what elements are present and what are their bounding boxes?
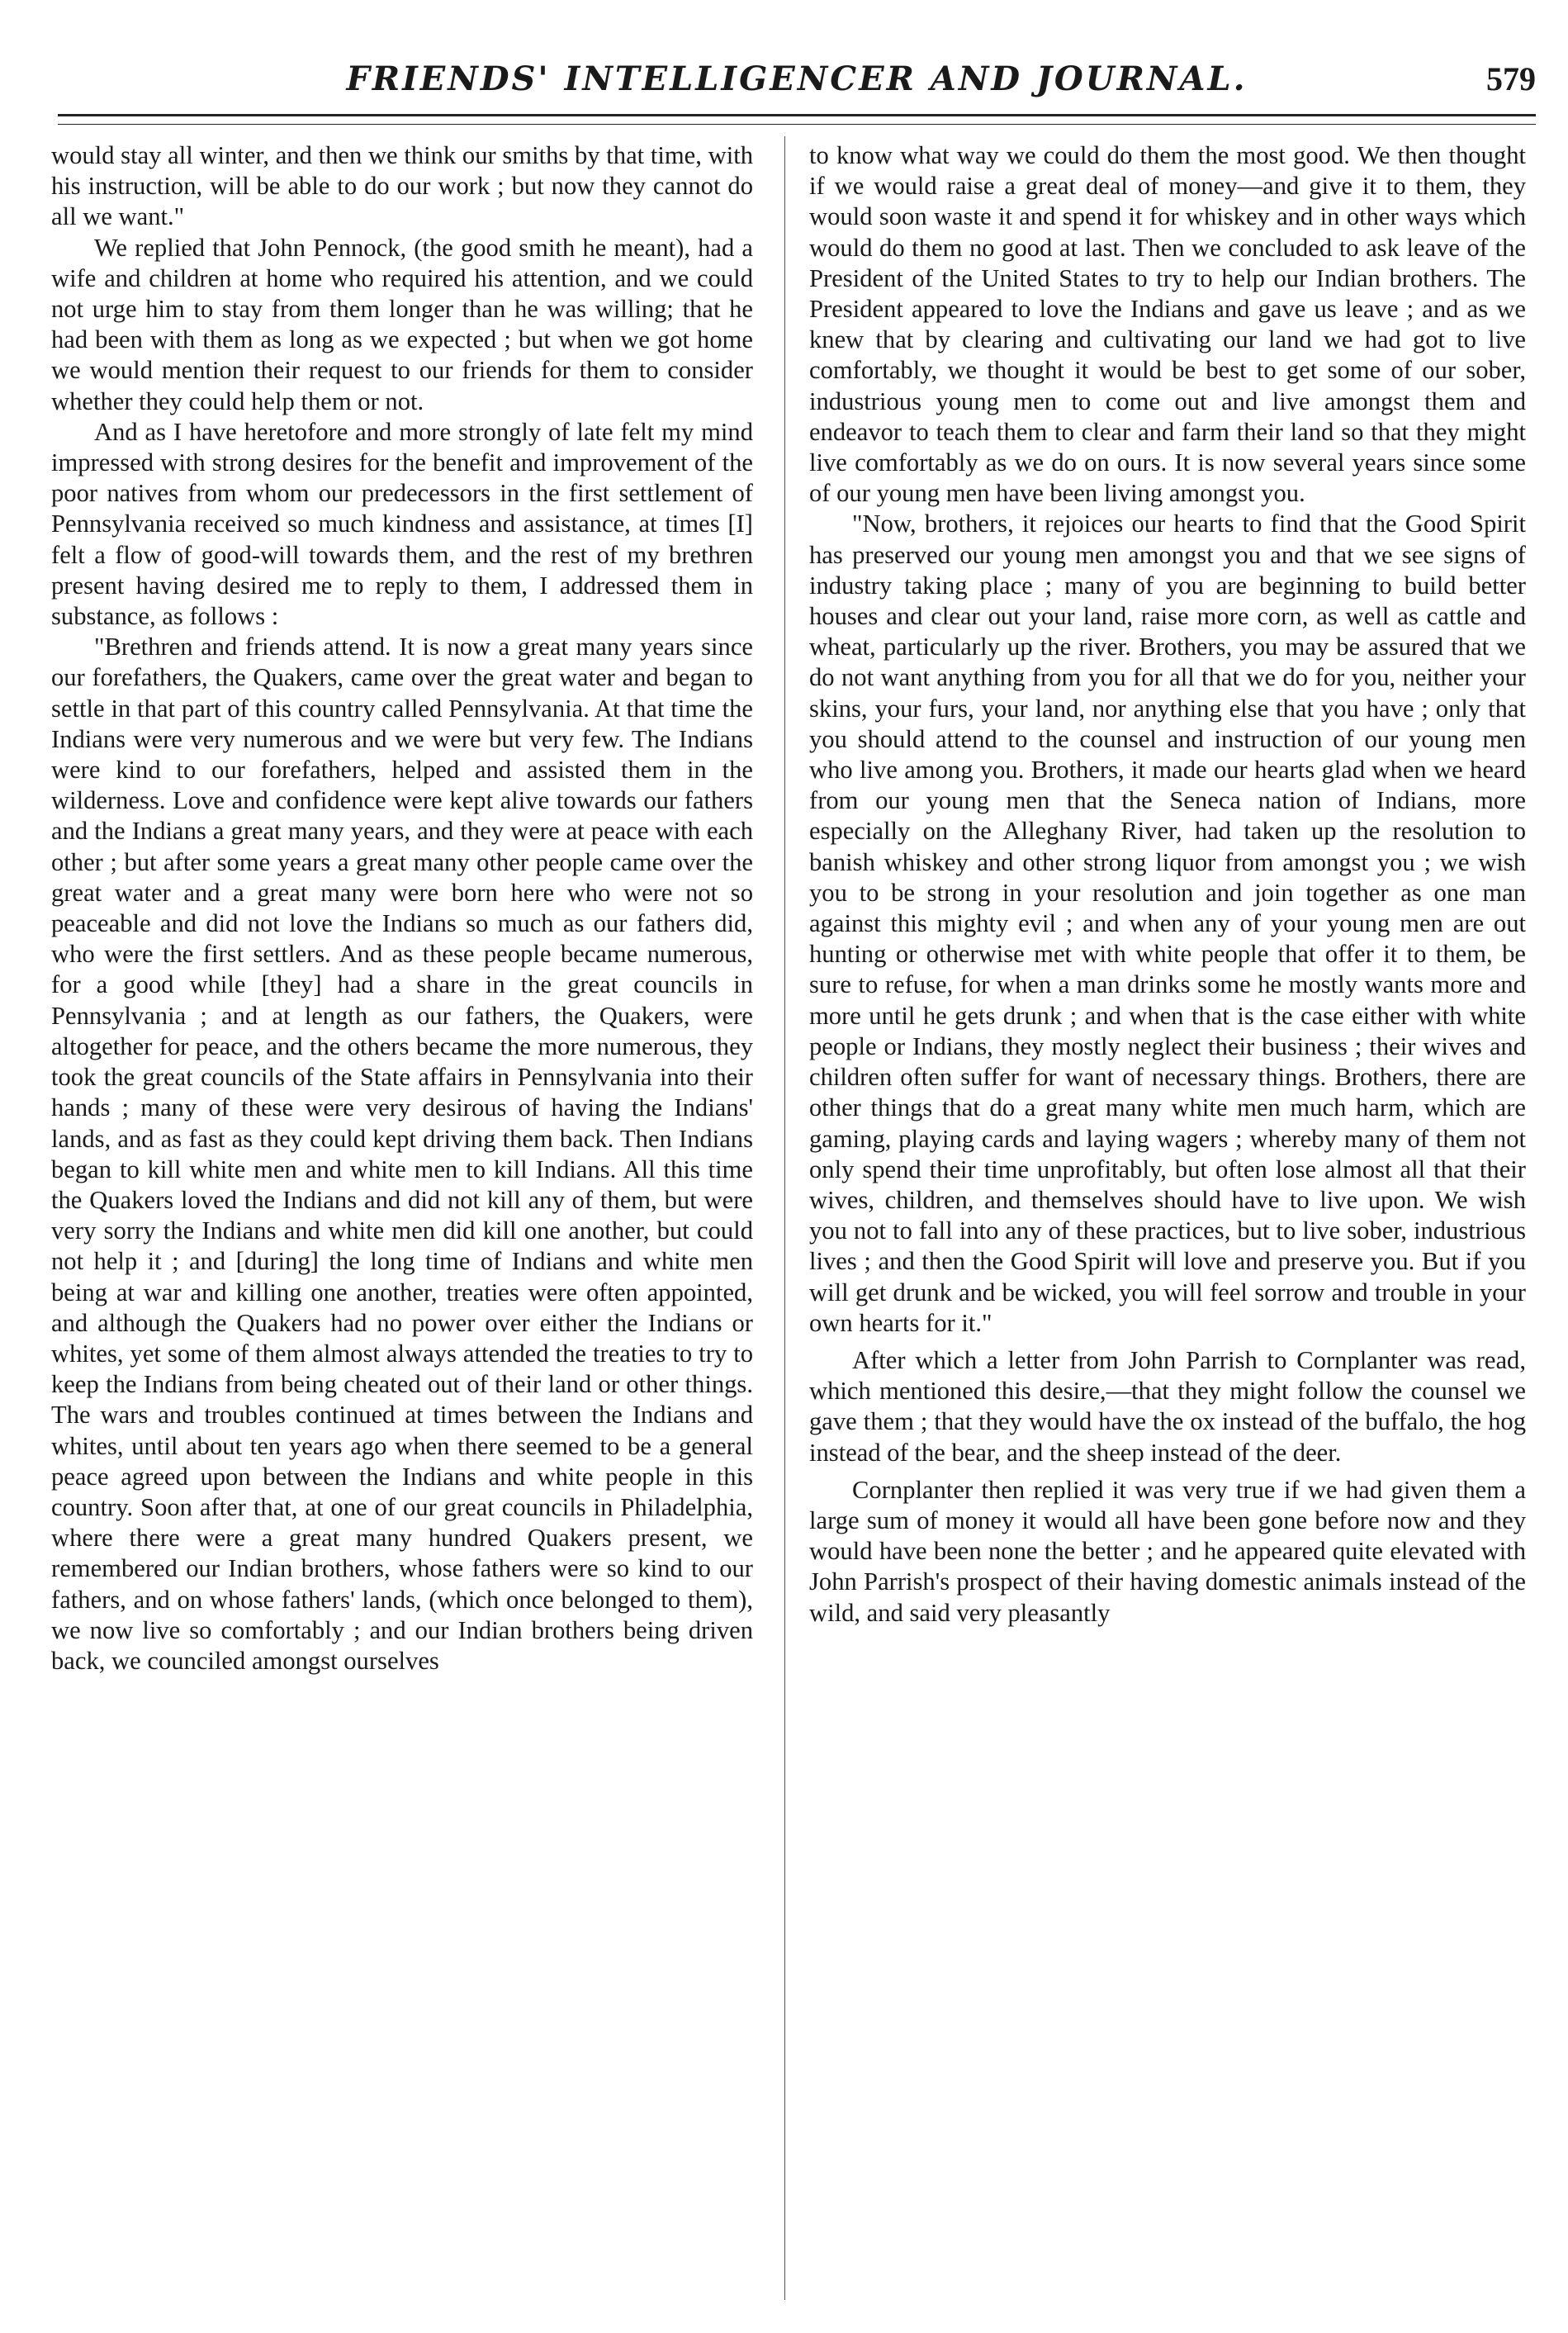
paragraph: would stay all winter, and then we think our smiths by that time, with his instruction, will be able to do our work ; but now they cannot do all we want." xyxy=(51,141,753,231)
journal-title: FRIENDS' INTELLIGENCER AND JOURNAL. xyxy=(346,59,1248,98)
paragraph: We replied that John Pennock, (the good smith he meant), had a wife and children at home who required his attention, and we could not urge him to stay from them longer than he was willing; that he had been with them as long as we expected ; but when we got home we would mention their request to our friends for them to consider whether they could help them or not. xyxy=(51,233,753,415)
header-rule-thick xyxy=(58,114,1536,116)
paragraph: "Now, brothers, it rejoices our hearts to find that the Good Spirit has preserved our young men amongst you and that we see signs of industry taking place ; many of you are beginning to build better houses and clear out your land, raise more corn, as well as cattle and wheat, particularly up the river. Brothers, you may be assured that we do not want anything from you for all that we do for you, neither your skins, your furs, your land, nor anything else that you have ; only that you should attend to the counsel and instruction of our young men who live among you. Brothers, it made our hearts glad when we heard from our young men that the Seneca nation of Indians, more especially on the Alleghany River, had taken up the resolution to banish whiskey and other strong liquor from amongst you ; we wish you to be strong in your resolution and join together as one man against this mighty evil ; and when any of your young men are out hunting or otherwise met with white people that offer it to them, be sure to refuse, for when a man drinks some he mostly wants more and more until he gets drunk ; and when that is the case either with white people or Indians, they mostly neglect their business ; their wives and children often suffer for want of necessary things. Brothers, there are other things that do a great many white men much harm, which are gaming, playing cards and laying wagers ; whereby many of them not only spend their time unprofitably, but often lose almost all that their wives, children, and themselves should have to live upon. We wish you not to fall into any of these practices, but to live sober, industrious lives ; and then the Good Spirit will love and preserve you. But if you will get drunk and be wicked, you will feel sorrow and trouble in your own hearts for it." xyxy=(809,510,1526,1337)
paragraph: "Brethren and friends attend. It is now a great many years since our forefathers, the Quakers, came over the great water and began to settle in that part of this country called Pennsylvania. At that time the Indians were very numerous and we were but very few. The Indians were kind to our forefathers, helped and assisted them in the wilderness. Love and confidence were kept alive towards our fathers and the Indians a great many years, and they were at peace with each other ; but after some years a great many other people came over the great water and a great many were born here who were not so peaceable and did not love the Indians so much as our fathers did, who were the first settlers. And as these people became numerous, for a good while [they] had a share in the great councils in Pennsylvania ; and at length as our fathers, the Quakers, were altogether for peace, and the others became the more numerous, they took the great councils of the State affairs in Pennsylvania into their hands ; many of these were very desirous of having the Indians' lands, and as fast as they could kept driving them back. Then Indians began to kill white men and white men to kill Indians. All this time the Quakers loved the Indians and did not kill any of them, but were very sorry the Indians and white men did kill one another, but could not help it ; and [during] the long time of Indians and white men being at war and killing one another, treaties were often appointed, and although the Quakers had no power over either the Indians or whites, yet some of them almost always attended the treaties to try to keep the Indians from being cheated out of their land or other things. The wars and troubles continued at times between the Indians and whites, until about ten years ago when there seemed to be a general peace agreed upon between the Indians and white people in this country. Soon after that, at one of our great councils in Philadelphia, where there were a great many hundred Quakers present, we remembered our Indian brothers, whose fathers were so kind to our fathers, and on whose fathers' lands, (which once belonged to them), we now live so comfortably ; and our Indian brothers being driven back, we counciled amongst ourselves xyxy=(51,633,753,1675)
running-head xyxy=(58,59,1536,117)
paragraph: Cornplanter then replied it was very true if we had given them a large sum of money it would all have been gone before now and they would have been none the better ; and he appeared quite elevated with John Parrish's prospect of their having domestic animals instead of the wild, and said very pleasantly xyxy=(809,1475,1526,1627)
column-divider xyxy=(784,136,785,2300)
page-number: 579 xyxy=(1486,60,1536,97)
header-rule-thin xyxy=(58,124,1536,125)
paragraph: to know what way we could do them the most good. We then thought if we would raise a great deal of money—and give it to them, they would soon waste it and spend it for whiskey and in other ways which would do them no good at last. Then we concluded to ask leave of the President of the United States to try to help our Indian brothers. The President appeared to love the Indians and gave us leave ; and as we knew that by clearing and cultivating our land we had got to live comfortably, we thought it would be best to get some of our sober, industrious young men to come out and live amongst them and endeavor to teach them to clear and farm their land so that they might live comfortably as we do on ours. It is now several years since some of our young men have been living amongst you. xyxy=(809,141,1526,508)
paragraph: And as I have heretofore and more strongly of late felt my mind impressed with strong desires for the benefit and improvement of the poor natives from whom our predecessors in the first settlement of Pennsylvania received so much kindness and assistance, at times [I] felt a flow of good-will towards them, and the rest of my brethren present having desired me to reply to them, I addressed them in substance, as follows : xyxy=(51,417,753,631)
paragraph: After which a letter from John Parrish to Cornplanter was read, which mentioned this desire,—that they might follow the counsel we gave them ; that they would have the ox instead of the buffalo, the hog instead of the bear, and the sheep instead of the deer. xyxy=(809,1345,1526,1467)
right-column xyxy=(809,140,1526,1629)
left-column xyxy=(51,140,753,1676)
